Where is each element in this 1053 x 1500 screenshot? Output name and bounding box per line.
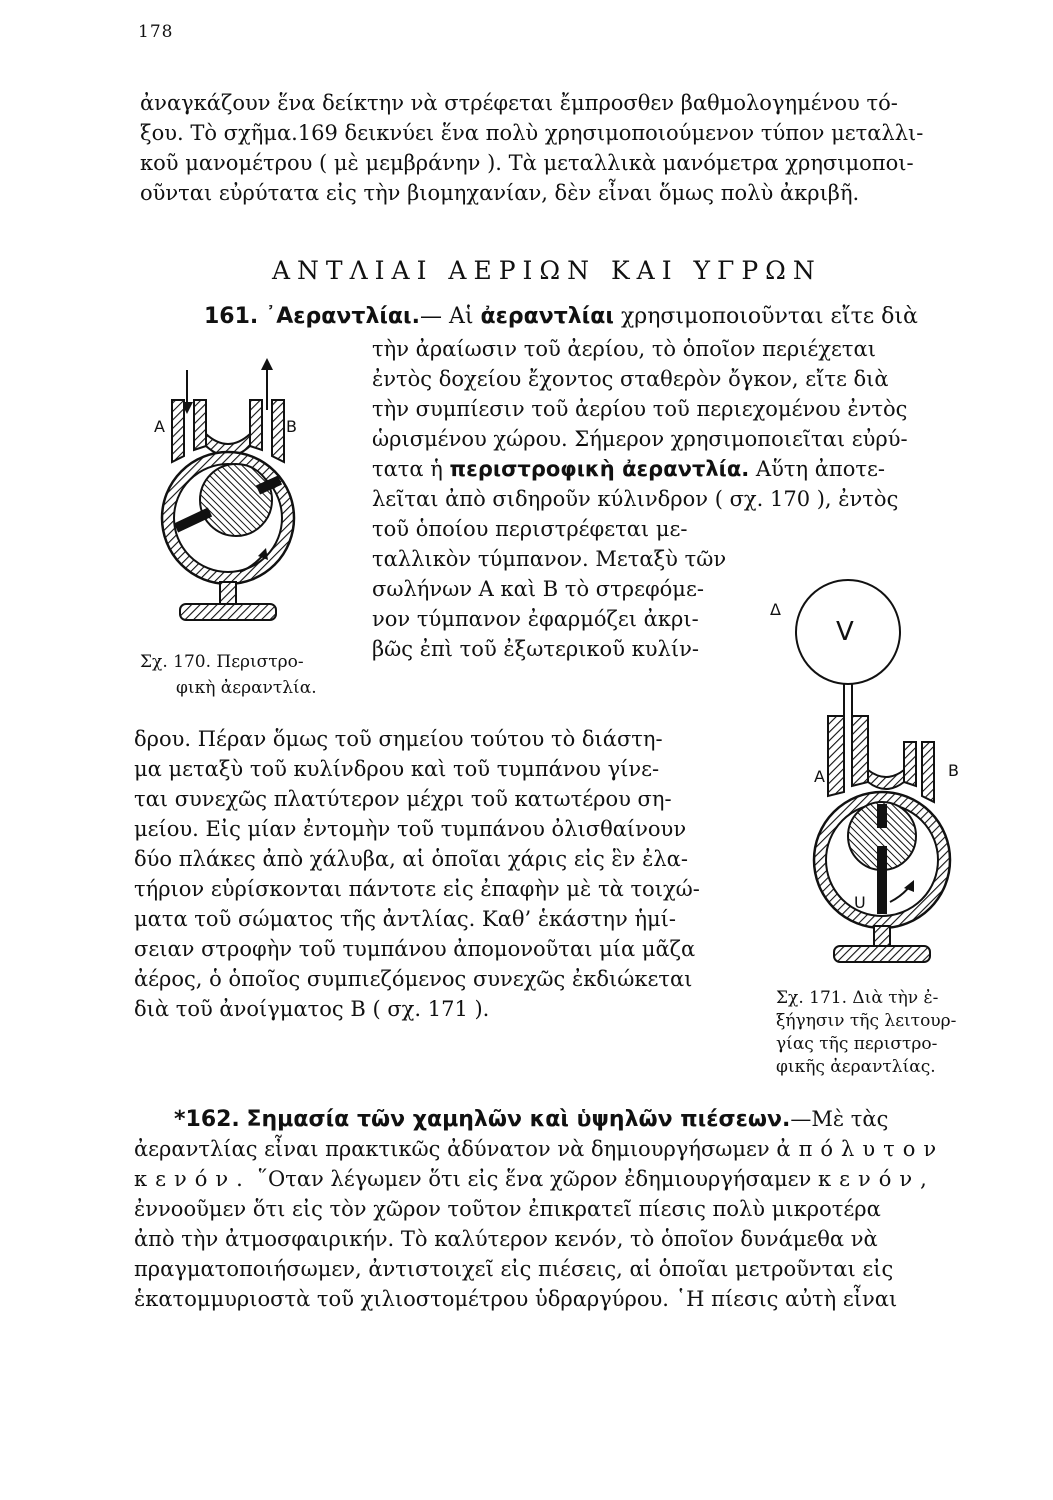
tube-a-171 (828, 716, 844, 796)
item-161-number: 161. (204, 304, 259, 329)
caption-line: ξήγησιν τῆς λειτουρ- (776, 1011, 957, 1031)
tube-a (172, 400, 184, 462)
figure-171-caption (776, 986, 956, 1078)
intro-paragraph (140, 88, 923, 208)
outlet-arrow-head-icon (261, 358, 273, 370)
figure-171-label-a: A (814, 767, 825, 786)
item-161-paragraph-b (134, 724, 700, 1024)
item-161-line: τήριον εὑρίσκονται πάντοτε εἰς ἐπαφὴν μὲ τὰ τοιχώ- (134, 877, 700, 901)
figure-170-label-b: B (286, 417, 297, 436)
item-162-spaced-term: κενόν, (818, 1167, 935, 1191)
item-162-line (134, 1134, 944, 1164)
item-162-text: ἀεραντλίας εἶναι πρακτικῶς ἀδύνατον νὰ δημιουργήσωμεν (134, 1137, 770, 1161)
intro-line: ξου. Τὸ σχῆμα.169 δεικνύει ἕνα πολὺ χρησιμοποιούμενον τύπον μεταλλι- (140, 121, 924, 145)
tube-a-inner (194, 400, 206, 450)
stand-neck-171 (874, 926, 890, 946)
figure-171-label-b: B (948, 761, 959, 780)
item-161-line: λεῖται ἀπὸ σιδηροῦν κύλινδρον ( σχ. 170 ), ἐντὸς (372, 487, 899, 511)
item-162-number: *162. (174, 1107, 240, 1132)
item-162-line: ἀπὸ τὴν ἀτμοσφαιρικήν. Τὸ καλύτερον κενόν, τὸ ὁποῖον δυνάμεθα νὰ (134, 1227, 878, 1251)
figure-171-label-v: V (836, 617, 854, 647)
item-161-line: ταλλικὸν τύμπανον. Μεταξὺ τῶν (372, 547, 727, 571)
figure-171-pump-diagram (770, 570, 1010, 980)
item-162-line: ἑκατομμυριοστὰ τοῦ χιλιοστομέτρου ὑδραργύρου. ῾Η πίεσις αὐτὴ εἶναι (134, 1287, 898, 1311)
item-161-line: δύο πλάκες ἀπὸ χάλυβα, αἱ ὁποῖαι χάρις εἰς ἓν ἐλα- (134, 847, 688, 871)
item-161-line: ματα τοῦ σώματος τῆς ἀντλίας. Καθ’ ἑκάστην ἡμί- (134, 907, 677, 931)
item-162-spaced-term: κενόν. (134, 1167, 251, 1191)
figure-171-label-u: U (854, 893, 866, 912)
tube-b (272, 400, 284, 462)
item-162-title: Σημασία τῶν χαμηλῶν καὶ ὑψηλῶν πιέσεων. (246, 1107, 791, 1132)
section-heading: ΑΝΤΛΙΑΙ ΑΕΡΙΩΝ ΚΑΙ ΥΓΡΩΝ (272, 256, 822, 285)
item-161-line: σωλήνων Α καὶ Β τὸ στρεφόμε- (372, 577, 704, 601)
figure-170-caption (140, 650, 317, 702)
item-161-bold-term: ἀεραντλίαι (480, 304, 614, 329)
figure-170-label-a: A (154, 417, 165, 436)
stand-neck (220, 582, 236, 604)
item-161-first-line (204, 302, 918, 332)
item-161-line (372, 454, 908, 484)
item-161-title: ᾿Αεραντλίαι. (265, 304, 420, 329)
caption-line: φικὴ ἀεραντλία. (176, 678, 317, 698)
tube-a-171-inner (852, 716, 868, 786)
item-162-paragraph (134, 1104, 944, 1314)
item-161-bold-term: περιστροφικὴ ἀεραντλία. (449, 457, 750, 481)
caption-line: Σχ. 170. Περιστρο- (140, 652, 304, 672)
item-161-line: μα μεταξὺ τοῦ κυλίνδρου καὶ τοῦ τυμπάνου γίνε- (134, 757, 660, 781)
item-162-text: ῞Οταν λέγωμεν ὅτι εἰς ἕνα χῶρον ἐδημιουργήσαμεν (257, 1167, 812, 1191)
item-161-line: μείου. Εἰς μίαν ἐντομὴν τοῦ τυμπάνου ὀλισθαίνουν (134, 817, 687, 841)
item-162-text: —Μὲ τὰς (790, 1107, 889, 1131)
tube-b-171 (922, 742, 934, 802)
intro-line: κοῦ μανομέτρου ( μὲ μεμβράνην ). Τὰ μεταλλικὰ μανόμετρα χρησιμοποι- (140, 151, 914, 175)
tube-bridge-171 (868, 770, 904, 789)
item-161-line: τοῦ ὁποίου περιστρέφεται με- (372, 517, 688, 541)
item-161-line: τὴν συμπίεσιν τοῦ ἀερίου τοῦ περιεχομένου ἐντὸς (372, 397, 908, 421)
item-161-text: τατα ἡ (372, 457, 443, 481)
item-162-line: ἐννοοῦμεν ὅτι εἰς τὸν χῶρον τοῦτον ἐπικρατεῖ πίεσις πολὺ μικροτέρα (134, 1197, 881, 1221)
item-161-line: τὴν ἀραίωσιν τοῦ ἀερίου, τὸ ὁποῖον περιέχεται (372, 337, 876, 361)
item-161-line: ἐντὸς δοχείου ἔχοντος σταθερὸν ὄγκον, εἴτε διὰ (372, 367, 889, 391)
tube-b-171-inner (904, 742, 916, 786)
item-162-line: πραγματοποιήσωμεν, ἀντιστοιχεῖ εἰς πιέσεις, αἱ ὁποῖαι μετροῦνται εἰς (134, 1257, 894, 1281)
caption-line: γίας τῆς περιστρο- (776, 1034, 938, 1054)
figure-170-rotary-pump (140, 350, 340, 640)
item-161-line: σειαν στροφὴν τοῦ τυμπάνου ἀπομονοῦται μία μᾶζα (134, 937, 696, 961)
caption-line: Σχ. 171. Διὰ τὴν ἐ- (776, 988, 939, 1008)
item-162-line (134, 1164, 944, 1194)
rotor-drum (200, 464, 272, 536)
tube-b-inner (250, 400, 262, 450)
figure-171-label-delta: Δ (770, 600, 781, 619)
item-161-text: Αἱ (448, 304, 474, 329)
stand-base-171 (834, 946, 930, 962)
intro-line: ἀναγκάζουν ἕνα δείκτην νὰ στρέφεται ἔμπροσθεν βαθμολογημένου τό- (140, 91, 898, 115)
item-161-text: χρησιμοποιοῦνται εἴτε διὰ (620, 304, 918, 329)
page-number: 178 (138, 22, 174, 42)
item-161-line: ὡρισμένου χώρου. Σήμερον χρησιμοποιεῖται εὐρύ- (372, 427, 908, 451)
item-161-line: ται συνεχῶς πλατύτερον μέχρι τοῦ κατωτέρου ση- (134, 787, 672, 811)
caption-line: φικῆς ἀεραντλίας. (776, 1057, 936, 1077)
item-161-line: ἀέρος, ὁ ὁποῖος συμπιεζόμενος συνεχῶς ἐκδιώκεται (134, 967, 693, 991)
item-162-spaced-term: ἀπόλυτον (776, 1137, 945, 1161)
item-161-dash: — (419, 304, 442, 329)
item-162-line (134, 1104, 944, 1134)
intro-line: οῦνται εὐρύτατα εἰς τὴν βιομηχανίαν, δὲν εἶναι ὅμως πολὺ ἀκριβῆ. (140, 181, 860, 205)
item-161-line: δρου. Πέραν ὅμως τοῦ σημείου τούτου τὸ διάστη- (134, 727, 663, 751)
stand-base (180, 604, 276, 620)
item-161-line: διὰ τοῦ ἀνοίγματος Β ( σχ. 171 ). (134, 997, 490, 1021)
item-161-text: Αὕτη ἀποτε- (755, 457, 885, 481)
item-161-line: βῶς ἐπὶ τοῦ ἐξωτερικοῦ κυλίν- (372, 637, 699, 661)
item-161-line: νον τύμπανον ἐφαρμόζει ἀκρι- (372, 607, 699, 631)
